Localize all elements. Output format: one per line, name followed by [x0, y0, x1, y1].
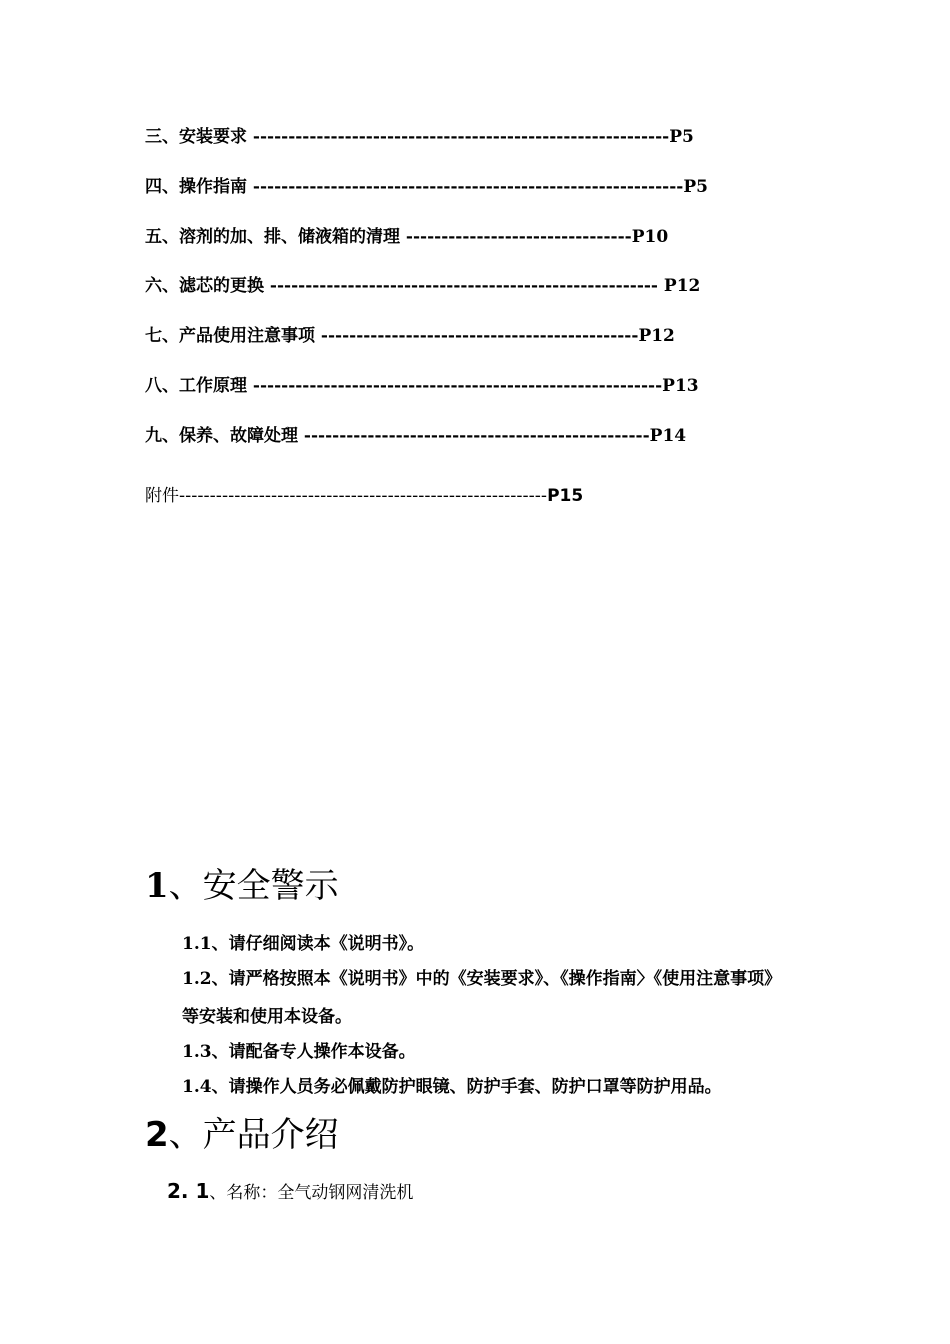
- safety-item-continued: 等安装和使用本设备。: [182, 1007, 352, 1027]
- section-heading-product: [145, 1115, 339, 1155]
- toc-title: 六、滤芯的更换: [145, 276, 264, 296]
- toc-page: P14: [649, 426, 687, 446]
- toc-entry-operation[interactable]: [145, 176, 708, 198]
- toc-leader: ----------------------------------------------------------: [247, 376, 663, 396]
- toc-entry-maintenance[interactable]: [145, 425, 686, 447]
- toc-leader: ------------------------------------------------------------: [179, 486, 548, 506]
- toc-page: P5: [669, 127, 694, 147]
- toc-entry-filter[interactable]: [145, 275, 700, 297]
- toc-page: P5: [683, 177, 708, 197]
- toc-title: 四、操作指南: [145, 177, 247, 197]
- toc-entry-principle[interactable]: [145, 375, 699, 397]
- safety-item: 1.1、请仔细阅读本《说明书》。: [182, 934, 425, 954]
- section-number: 2: [145, 1115, 169, 1155]
- toc-page: P13: [662, 376, 699, 396]
- section-heading-safety: [145, 866, 339, 906]
- safety-item: 1.4、请操作人员务必佩戴防护眼镜、防护手套、防护口罩等防护用品。: [182, 1077, 722, 1097]
- safety-item: 1.3、请配备专人操作本设备。: [182, 1042, 416, 1062]
- toc-title: 五、溶剂的加、排、储液箱的清理: [145, 227, 400, 247]
- toc-title: 附件: [145, 486, 179, 506]
- subsection-text: 、名称：全气动钢网清洗机: [209, 1183, 414, 1203]
- toc-leader: -------------------------------------------------------------: [247, 177, 684, 197]
- safety-item: 1.2、请严格按照本《说明书》中的《安装要求》、《操作指南〉《使用注意事项》: [182, 969, 782, 989]
- toc-leader: --------------------------------: [400, 227, 632, 247]
- toc-leader: -------------------------------------------------------: [264, 276, 664, 296]
- toc-page: P10: [631, 227, 669, 247]
- toc-entry-solvent[interactable]: [145, 226, 668, 248]
- toc-page: P15: [547, 486, 584, 506]
- toc-entry-installation[interactable]: [145, 126, 694, 148]
- toc-title: 八、工作原理: [145, 376, 247, 396]
- section-number: 1: [145, 866, 169, 906]
- toc-page: P12: [663, 276, 701, 296]
- toc-title: 七、产品使用注意事项: [145, 326, 315, 346]
- toc-page: P12: [638, 326, 675, 346]
- toc-entry-appendix[interactable]: [145, 485, 583, 507]
- toc-title: 三、安装要求: [145, 127, 247, 147]
- toc-leader: ---------------------------------------------: [315, 326, 639, 346]
- subsection-number: 2. 1: [167, 1179, 210, 1203]
- toc-leader: -----------------------------------------------------------: [247, 127, 670, 147]
- section-title: 、产品介绍: [168, 1115, 339, 1155]
- toc-title: 九、保养、故障处理: [145, 426, 298, 446]
- product-name-line: [167, 1179, 413, 1205]
- toc-entry-precautions[interactable]: [145, 325, 675, 347]
- section-title: 、安全警示: [168, 866, 339, 906]
- toc-leader: -------------------------------------------------: [298, 426, 650, 446]
